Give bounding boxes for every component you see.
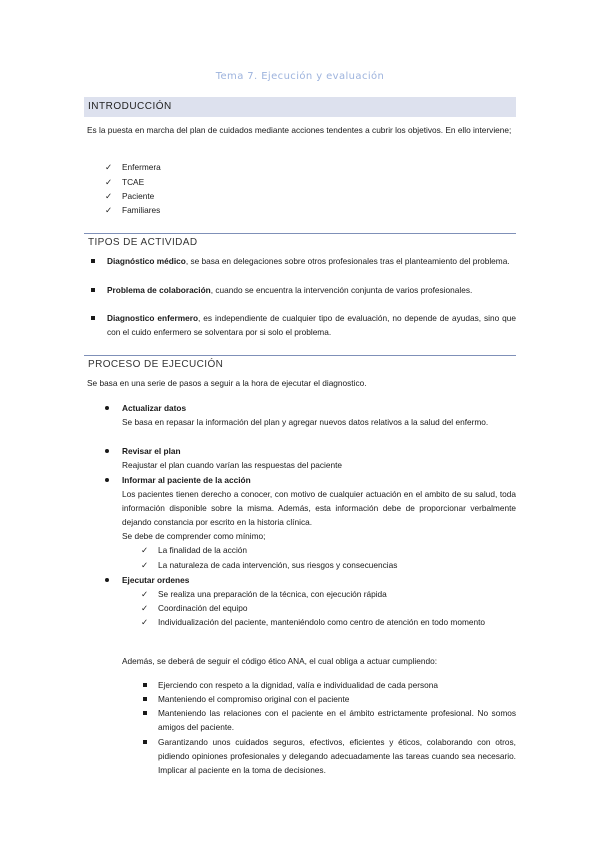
intro-paragraph: Es la puesta en marcha del plan de cuidados mediante acciones tendentes a cubrir los objetivos. En ello interviene;: [87, 125, 512, 135]
tipo-text: , cuando se encuentra la intervención conjunta de varios profesionales.: [210, 285, 473, 295]
tipo-text: , es independiente de cualquier tipo de evaluación, no depende de ayudas, sino que con el cuido enfermero se solventara por si solo el problema.: [107, 313, 516, 337]
tipos-heading: TIPOS DE ACTIVIDAD: [88, 237, 198, 248]
list-item: La finalidad de la acción: [158, 545, 248, 555]
tipo-text: , se basa en delegaciones sobre otros profesionales tras el planteamiento del problema.: [185, 256, 510, 266]
list-item: Paciente: [122, 191, 155, 201]
step-title-text: Ejecutar ordenes: [122, 575, 190, 585]
list-item: Coordinación del equipo: [158, 603, 248, 613]
list-item: Manteniendo el compromiso original con el paciente: [158, 694, 350, 704]
bullet-icon: [105, 406, 109, 410]
list-item: Se realiza una preparación de la técnica, con ejecución rápida: [158, 589, 387, 599]
check-icon: ✓: [141, 603, 148, 613]
list-item: [107, 311, 516, 339]
square-bullet-icon: [143, 697, 147, 701]
tipo-term: Diagnóstico médico: [107, 256, 186, 266]
check-icon: ✓: [105, 205, 112, 215]
step-text: Se basa en repasar la información del plan y agregar nuevos datos relativos a la salud del enfermo.: [122, 417, 489, 427]
list-item: Familiares: [122, 205, 161, 215]
list-item: [107, 283, 516, 297]
step-title: [122, 573, 189, 587]
step-title-text: Informar al paciente de la acción: [122, 475, 251, 485]
list-item: Garantizando unos cuidados seguros, efectivos, eficientes y éticos, colaborando con otros, pidiendo opiniones profesionales y delegando adecuadamente las tareas cuando sea necesario. Implicar al paciente en la toma de decisiones.: [158, 737, 516, 775]
document-title: Tema 7. Ejecución y evaluación: [215, 71, 385, 82]
check-icon: ✓: [141, 617, 148, 627]
ana-intro: Además, se deberá de seguir el código ético ANA, el cual obliga a actuar cumpliendo:: [122, 656, 438, 666]
list-item: Manteniendo las relaciones con el paciente en el ámbito estrictamente profesional. No somos amigos del paciente.: [158, 708, 516, 732]
bullet-icon: [105, 478, 109, 482]
proceso-intro: Se basa en una serie de pasos a seguir a la hora de ejecutar el diagnostico.: [87, 378, 367, 388]
square-bullet-icon: [143, 683, 147, 687]
check-icon: ✓: [141, 589, 148, 599]
step-text: Se debe de comprender como mínimo;: [122, 531, 266, 541]
list-item: La naturaleza de cada intervención, sus riesgos y consecuencias: [158, 560, 398, 570]
list-item: TCAE: [122, 177, 145, 187]
check-icon: ✓: [141, 545, 148, 555]
list-item: Individualización del paciente, manteniéndolo como centro de atención en todo momento: [158, 617, 486, 627]
step-text: Los pacientes tienen derecho a conocer, con motivo de cualquier actuación en el ambito de su salud, toda información disponible sobre la misma. Además, esta información debe de proporcionar verbalmente dejando constancia por escrito en la historia clínica.: [122, 489, 516, 527]
check-icon: ✓: [105, 191, 112, 201]
square-bullet-icon: [91, 316, 95, 320]
check-icon: ✓: [141, 560, 148, 570]
list-item: Ejerciendo con respeto a la dignidad, valía e individualidad de cada persona: [158, 680, 438, 690]
proceso-heading: PROCESO DE EJECUCIÓN: [88, 359, 224, 370]
check-icon: ✓: [105, 177, 112, 187]
section-divider: [84, 233, 516, 234]
bullet-icon: [105, 449, 109, 453]
step-text: Reajustar el plan cuando varían las respuestas del paciente: [122, 460, 343, 470]
tipo-term: Diagnostico enfermero: [107, 313, 199, 323]
square-bullet-icon: [143, 711, 147, 715]
step-title: [122, 401, 186, 415]
tipo-term: Problema de colaboración: [107, 285, 211, 295]
step-title: [122, 473, 251, 487]
bullet-icon: [105, 578, 109, 582]
square-bullet-icon: [143, 740, 147, 744]
check-icon: ✓: [105, 162, 112, 172]
intro-heading: INTRODUCCIÓN: [88, 101, 172, 112]
list-item: Enfermera: [122, 162, 161, 172]
square-bullet-icon: [91, 259, 95, 263]
square-bullet-icon: [91, 288, 95, 292]
step-title: [122, 444, 181, 458]
list-item: [107, 254, 516, 268]
step-title-text: Actualizar datos: [122, 403, 187, 413]
step-title-text: Revisar el plan: [122, 446, 181, 456]
section-divider: [84, 355, 516, 356]
